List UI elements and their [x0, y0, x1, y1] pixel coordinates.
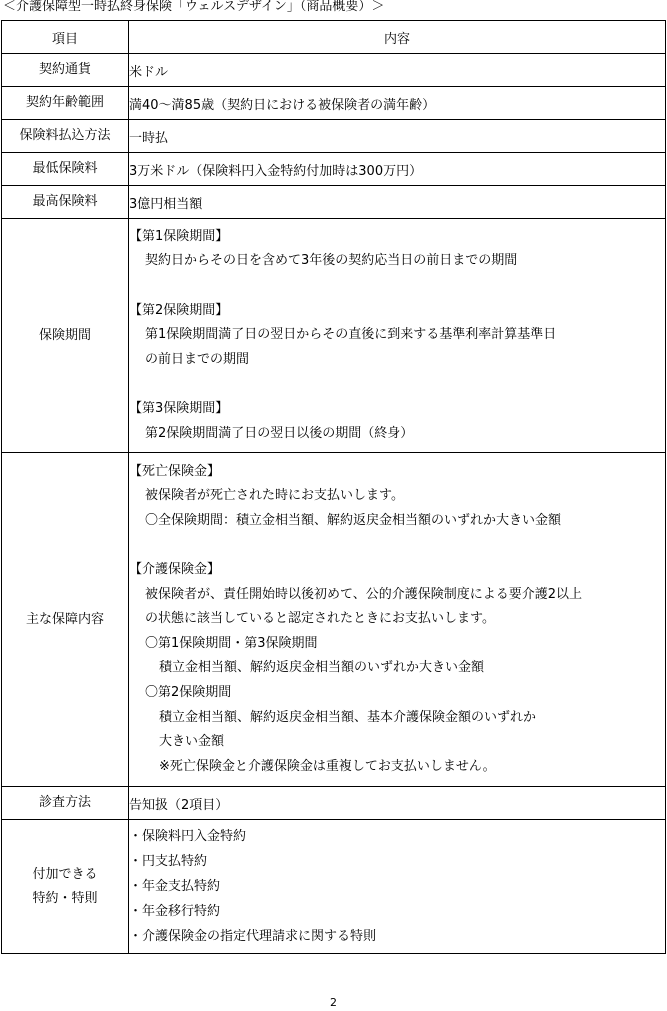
page-title: ＜介護保障型一時払終身保険「ウェルスデザイン」（商品概要）＞: [3, 0, 385, 14]
row-label: 特約・特則: [32, 890, 98, 906]
row-value: 告知扱（2項目）: [129, 787, 666, 820]
row-label: 契約通貨: [2, 54, 129, 87]
list-item: ・保険料円入金特約: [129, 829, 247, 844]
care-benefit-text: 積立金相当額、解約返戻金相当額のいずれか大きい金額: [159, 660, 485, 676]
row-value-riders: [129, 820, 666, 954]
row-value-period: [129, 219, 666, 453]
row-value: 3万米ドル（保険料円入金特約付加時は300万円）: [129, 153, 666, 186]
care-benefit-note: ※死亡保険金と介護保険金は重複してお支払いしません。: [159, 758, 496, 774]
row-label: 保険料払込方法: [2, 120, 129, 153]
row-label: 主な保障内容: [2, 453, 129, 787]
row-value: 3億円相当額: [129, 186, 666, 219]
period-2-text: 第1保険期間満了日の翌日からその直後に到来する基準利率計算基準日: [145, 327, 557, 343]
row-label: 診査方法: [2, 787, 129, 820]
page-number: 2: [330, 996, 337, 1009]
row-label: 最高保険料: [2, 186, 129, 219]
period-3-heading: 【第3保険期間】: [129, 400, 229, 416]
row-label: 保険期間: [2, 219, 129, 453]
table-header-row: [2, 21, 666, 54]
table-row-riders: [2, 820, 666, 954]
table-row-currency: [2, 54, 666, 87]
row-label-riders: [2, 820, 129, 954]
list-item: ・年金支払特約: [129, 879, 221, 894]
period-1-heading: 【第1保険期間】: [129, 228, 229, 244]
row-label: 付加できる: [32, 866, 98, 882]
table-row-coverage: [2, 453, 666, 787]
rider-list: [129, 821, 665, 952]
list-item: ・円支払特約: [129, 854, 208, 869]
death-benefit-text: 被保険者が死亡された時にお支払いします。: [145, 488, 404, 504]
care-benefit-text: 〇第1保険期間・第3保険期間: [145, 635, 318, 651]
header-item: 項目: [2, 21, 129, 54]
care-benefit-text: 積立金相当額、解約返戻金相当額、基本介護保険金額のいずれか: [159, 709, 537, 725]
table-row-exam: [2, 787, 666, 820]
period-1-text: 契約日からその日を含めて3年後の契約応当日の前日までの期間: [145, 253, 518, 269]
period-2-heading: 【第2保険期間】: [129, 302, 229, 318]
death-benefit-heading: 【死亡保険金】: [129, 463, 221, 479]
table-row-period: [2, 219, 666, 453]
row-label: 契約年齢範囲: [2, 87, 129, 120]
care-benefit-text: 被保険者が、責任開始時以後初めて、公的介護保険制度による要介護2以上: [145, 586, 583, 602]
table-row-min-premium: [2, 153, 666, 186]
list-item: ・年金移行特約: [129, 904, 221, 919]
table-row-max-premium: [2, 186, 666, 219]
row-value: 満40～満85歳（契約日における被保険者の満年齢）: [129, 87, 666, 120]
care-benefit-heading: 【介護保険金】: [129, 562, 221, 578]
period-2-text: の前日までの期間: [145, 351, 250, 367]
row-value: 一時払: [129, 120, 666, 153]
care-benefit-text: 大きい金額: [159, 734, 225, 750]
care-benefit-text: の状態に該当していると認定されたときにお支払いします。: [145, 611, 495, 627]
row-value: 米ドル: [129, 54, 666, 87]
header-content: 内容: [129, 21, 666, 54]
list-item: ・介護保険金の指定代理請求に関する特則: [129, 929, 377, 944]
table-row-age-range: [2, 87, 666, 120]
death-benefit-text: 〇全保険期間：積立金相当額、解約返戻金相当額のいずれか大きい金額: [145, 512, 562, 528]
row-value-coverage: [129, 453, 666, 787]
table-row-payment: [2, 120, 666, 153]
product-summary-table: [1, 20, 666, 954]
period-3-text: 第2保険期間満了日の翌日以後の期間（終身）: [145, 425, 414, 441]
care-benefit-text: 〇第2保険期間: [145, 684, 232, 700]
row-label: 最低保険料: [2, 153, 129, 186]
